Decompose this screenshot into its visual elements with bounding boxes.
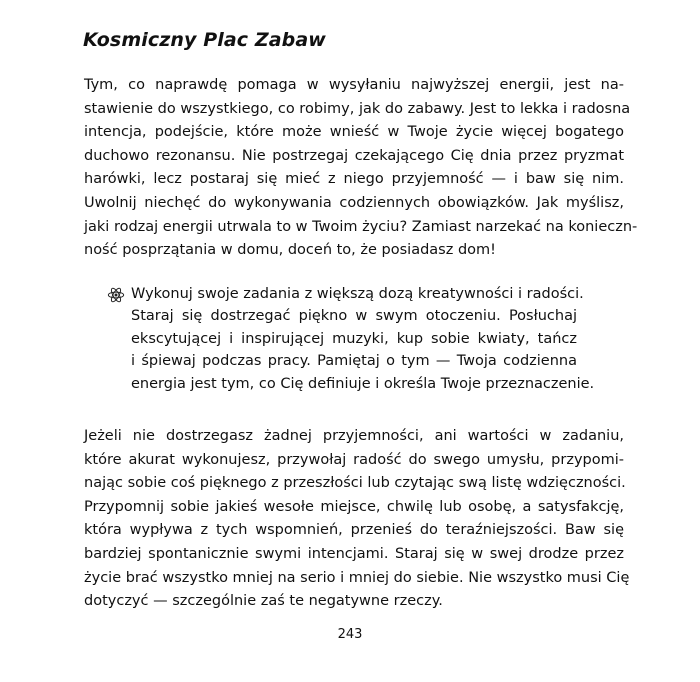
paragraph-1 [84, 74, 638, 263]
paragraph-line: jaki rodzaj energii utrwala to w Twoim życiu? Zamiast narzekać na konieczn- [84, 218, 638, 235]
paragraph-line: bardziej spontanicznie swymi intencjami. Staraj się w swej drodze przez [84, 545, 624, 562]
paragraph-line: ność posprzątania w domu, doceń to, że posiadasz dom! [84, 242, 496, 259]
paragraph-line: dotyczyć — szczególnie zaś te negatywne rzeczy. [84, 593, 443, 610]
tip-line: Staraj się dostrzegać piękno w swym otoczeniu. Posłuchaj [131, 308, 577, 325]
paragraph-line: intencja, podejście, które może wnieść w Twoje życie więcej bogatego [84, 124, 624, 141]
paragraph-line: które akurat wykonujesz, przywołaj radość do swego umysłu, przypomi- [84, 451, 624, 468]
paragraph-line: Uwolnij niechęć do wykonywania codziennych obowiązków. Jak myślisz, [84, 194, 624, 211]
page-title: Kosmiczny Plac Zabaw [83, 29, 326, 51]
paragraph-line: duchowo rezonansu. Nie postrzegaj czekającego Cię dnia przez pryzmat [84, 147, 624, 164]
paragraph-line: która wypływa z tych wspomnień, przenieś do teraźniejszości. Baw się [84, 522, 624, 539]
paragraph-line: stawienie do wszystkiego, co robimy, jak do zabawy. Jest to lekka i radosna [84, 100, 631, 117]
tip-line: energia jest tym, co Cię definiuje i określa Twoje przeznaczenie. [131, 375, 595, 392]
atom-icon [107, 286, 125, 304]
paragraph-line: harówki, lecz postaraj się mieć z niego przyjemność — i baw się nim. [84, 171, 624, 188]
page-number: 243 [337, 627, 363, 642]
tip-block [131, 283, 595, 395]
paragraph-3 [84, 425, 630, 614]
paragraph-line: nając sobie coś pięknego z przeszłości lub czytając swą listę wdzięczności. [84, 475, 626, 492]
tip-line: i śpiewaj podczas pracy. Pamiętaj o tym — Twoja codzienna [131, 353, 577, 370]
paragraph-line: Tym, co naprawdę pomaga w wysyłaniu najwyższej energii, jest na- [84, 77, 624, 93]
tip-line: Wykonuj swoje zadania z większą dozą kreatywności i radości. [131, 286, 584, 302]
paragraph-line: życie brać wszystko mniej na serio i mniej do siebie. Nie wszystko musi Cię [84, 569, 630, 586]
tip-line: ekscytującej i inspirującej muzyki, kup sobie kwiaty, tańcz [131, 330, 577, 347]
paragraph-line: Jeżeli nie dostrzegasz żadnej przyjemności, ani wartości w zadaniu, [84, 428, 624, 444]
paragraph-line: Przypomnij sobie jakieś wesołe miejsce, chwilę lub osobę, a satysfakcję, [84, 498, 624, 515]
